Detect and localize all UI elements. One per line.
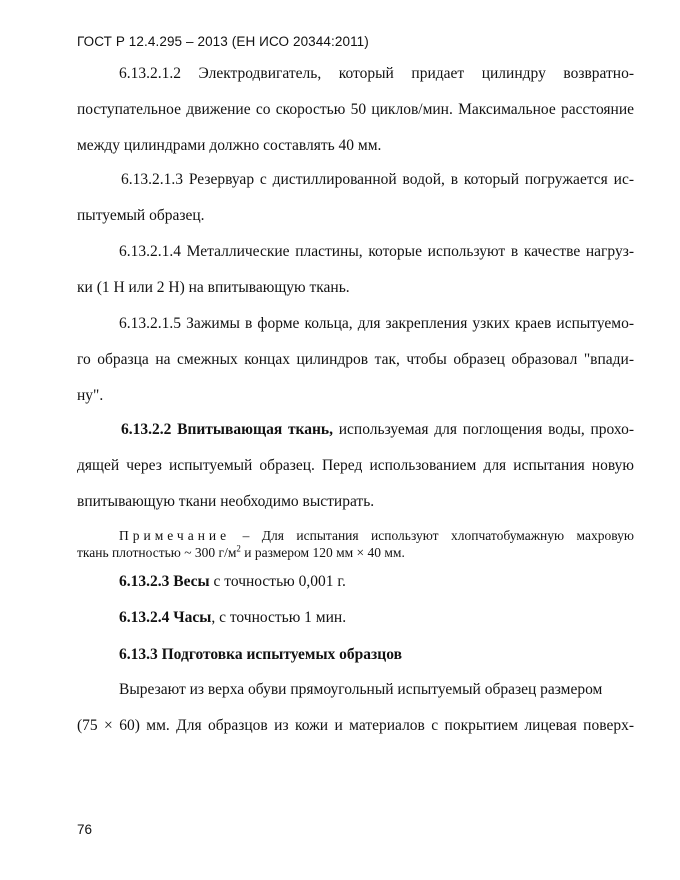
- text-line: Вырезают из верха обуви прямоугольный испытуемый образец размером: [119, 681, 603, 698]
- text-fragment: используемая для поглощения воды, прохо-: [333, 421, 634, 438]
- text-line: впитывающую ткани необходимо выстирать.: [77, 493, 375, 510]
- text-line: ну".: [77, 387, 104, 404]
- text-line: (75 × 60) мм. Для образцов из кожи и материалов с покрытием лицевая поверх-: [77, 717, 634, 734]
- text-fragment: с точностью 0,001 г.: [209, 573, 346, 590]
- section-6-13-3-title: [77, 637, 634, 673]
- text-line: пытуемый образец.: [77, 207, 205, 224]
- text-line: дящей через испытуемый образец. Перед использованием для испытания новую: [77, 457, 634, 474]
- text-fragment: и размером 120 мм × 40 мм.: [240, 545, 405, 560]
- paragraph-6-13-2-1-2: [77, 56, 634, 164]
- text-line: 6.13.2.1.2 Электродвигатель, который придает цилиндру возвратно-: [119, 65, 634, 82]
- text-line: [77, 544, 634, 561]
- text-line: 6.13.2.1.4 Металлические пластины, которые используют в качестве нагруз-: [119, 243, 634, 260]
- paragraph-6-13-2-1-5: [77, 306, 634, 414]
- section-heading: 6.13.2.4 Часы: [119, 609, 212, 626]
- text-line: 6.13.2.1.5 Зажимы в форме кольца, для закрепления узких краев испытуемо-: [119, 315, 634, 332]
- text-fragment: ткань плотностью ~ 300 г/м: [77, 545, 237, 560]
- superscript: 2: [236, 543, 241, 554]
- text-line: [77, 412, 634, 448]
- text-line: [77, 600, 634, 636]
- paragraph-6-13-2-4: [77, 600, 634, 636]
- note-label: Примечание: [119, 528, 231, 543]
- note-block: [77, 527, 634, 561]
- text-line: [77, 564, 634, 600]
- text-line: го образца на смежных концах цилиндров так, чтобы образец образовал "впади-: [77, 351, 634, 368]
- text-line: поступательное движение со скоростью 50 циклов/мин. Максимальное расстояние: [77, 101, 634, 118]
- text-line: [77, 637, 634, 673]
- section-heading: 6.13.2.2 Впитывающая ткань,: [121, 421, 334, 438]
- paragraph-6-13-3-body: [77, 672, 634, 744]
- text-line: [77, 527, 634, 544]
- page-number: 76: [77, 822, 93, 837]
- text-fragment: , с точностью 1 мин.: [211, 609, 347, 626]
- text-line: между цилиндрами должно составлять 40 мм.: [77, 137, 382, 154]
- text-line: ки (1 Н или 2 Н) на впитывающую ткань.: [77, 279, 350, 296]
- text-line: 6.13.2.1.3 Резервуар с дистиллированной водой, в который погружается ис-: [121, 171, 634, 188]
- paragraph-6-13-2-2: [77, 412, 634, 520]
- text-fragment: – Для испытания используют хлопчатобумажную махровую: [230, 528, 634, 543]
- page-header: ГОСТ Р 12.4.295 – 2013 (ЕН ИСО 20344:2011): [77, 34, 369, 49]
- paragraph-6-13-2-3: [77, 564, 634, 600]
- section-heading: 6.13.3 Подготовка испытуемых образцов: [119, 646, 402, 663]
- section-heading: 6.13.2.3 Весы: [119, 573, 210, 590]
- paragraph-6-13-2-1-4: [77, 234, 634, 306]
- paragraph-6-13-2-1-3: [77, 162, 634, 234]
